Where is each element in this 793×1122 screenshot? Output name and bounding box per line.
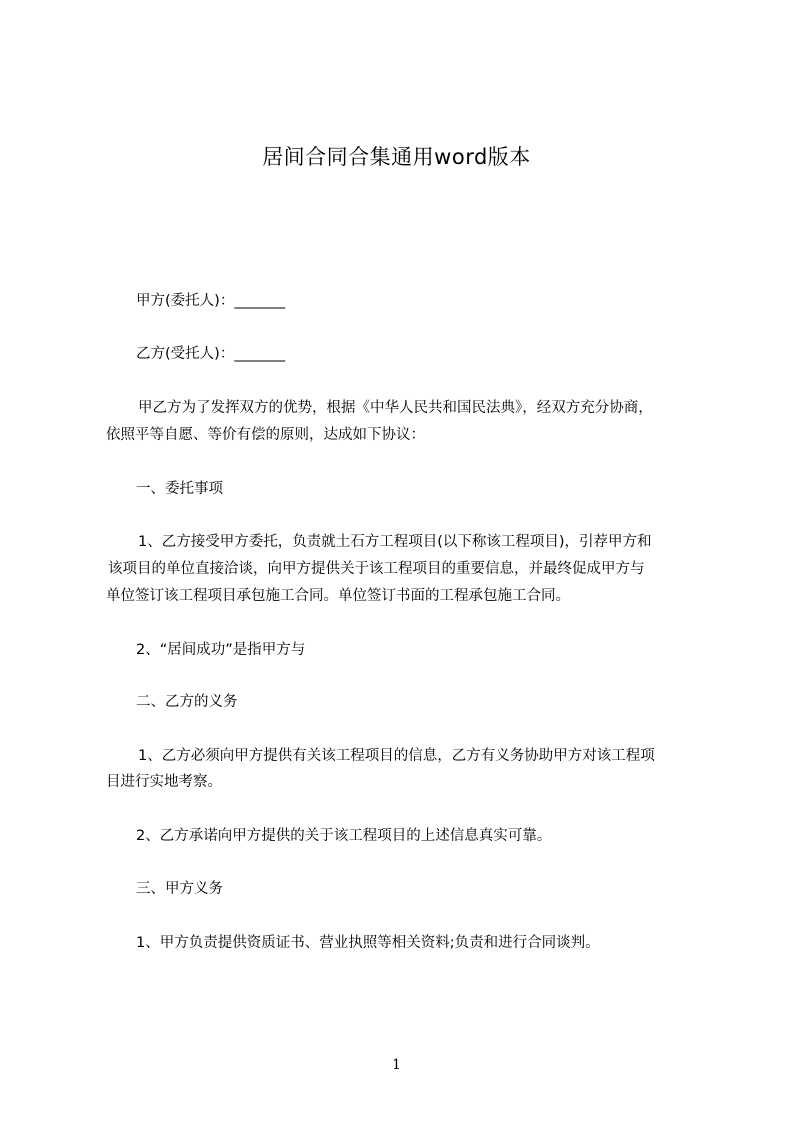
section-heading-2: 二、乙方的义务 xyxy=(136,694,238,710)
preamble-line-1: 甲乙方为了发挥双方的优势，根据《中华人民共和国民法典》，经双方充分协商， xyxy=(138,400,653,416)
document-title: 居间合同合集通用word版本 xyxy=(262,145,531,169)
party-b-line: 乙方(受托人)：_______ xyxy=(136,346,286,362)
section-heading-1: 一、委托事项 xyxy=(136,481,223,497)
clause-1-1-line-1: 1、乙方接受甲方委托，负责就土石方工程项目(以下称该工程项目)，引荐甲方和 xyxy=(138,534,652,550)
section-heading-3: 三、甲方义务 xyxy=(136,881,223,897)
clause-2-2: 2、乙方承诺向甲方提供的关于该工程项目的上述信息真实可靠。 xyxy=(136,828,552,844)
clause-1-1-line-2: 该项目的单位直接洽谈，向甲方提供关于该工程项目的重要信息，并最终促成甲方与 xyxy=(108,561,645,577)
clause-1-2: 2、“居间成功”是指甲方与 xyxy=(136,642,306,658)
clause-1-1-line-3: 单位签订该工程项目承包施工合同。单位签订书面的工程承包施工合同。 xyxy=(106,588,570,604)
clause-2-1-line-2: 目进行实地考察。 xyxy=(106,774,222,790)
preamble-line-2: 依照平等自愿、等价有偿的原则，达成如下协议： xyxy=(106,427,425,443)
clause-2-1-line-1: 1、乙方必须向甲方提供有关该工程项目的信息，乙方有义务协助甲方对该工程项 xyxy=(138,748,655,764)
party-a-line: 甲方(委托人)：_______ xyxy=(136,293,286,309)
clause-3-1: 1、甲方负责提供资质证书、营业执照等相关资料;负责和进行合同谈判。 xyxy=(136,935,600,951)
page-number: 1 xyxy=(392,1057,401,1073)
